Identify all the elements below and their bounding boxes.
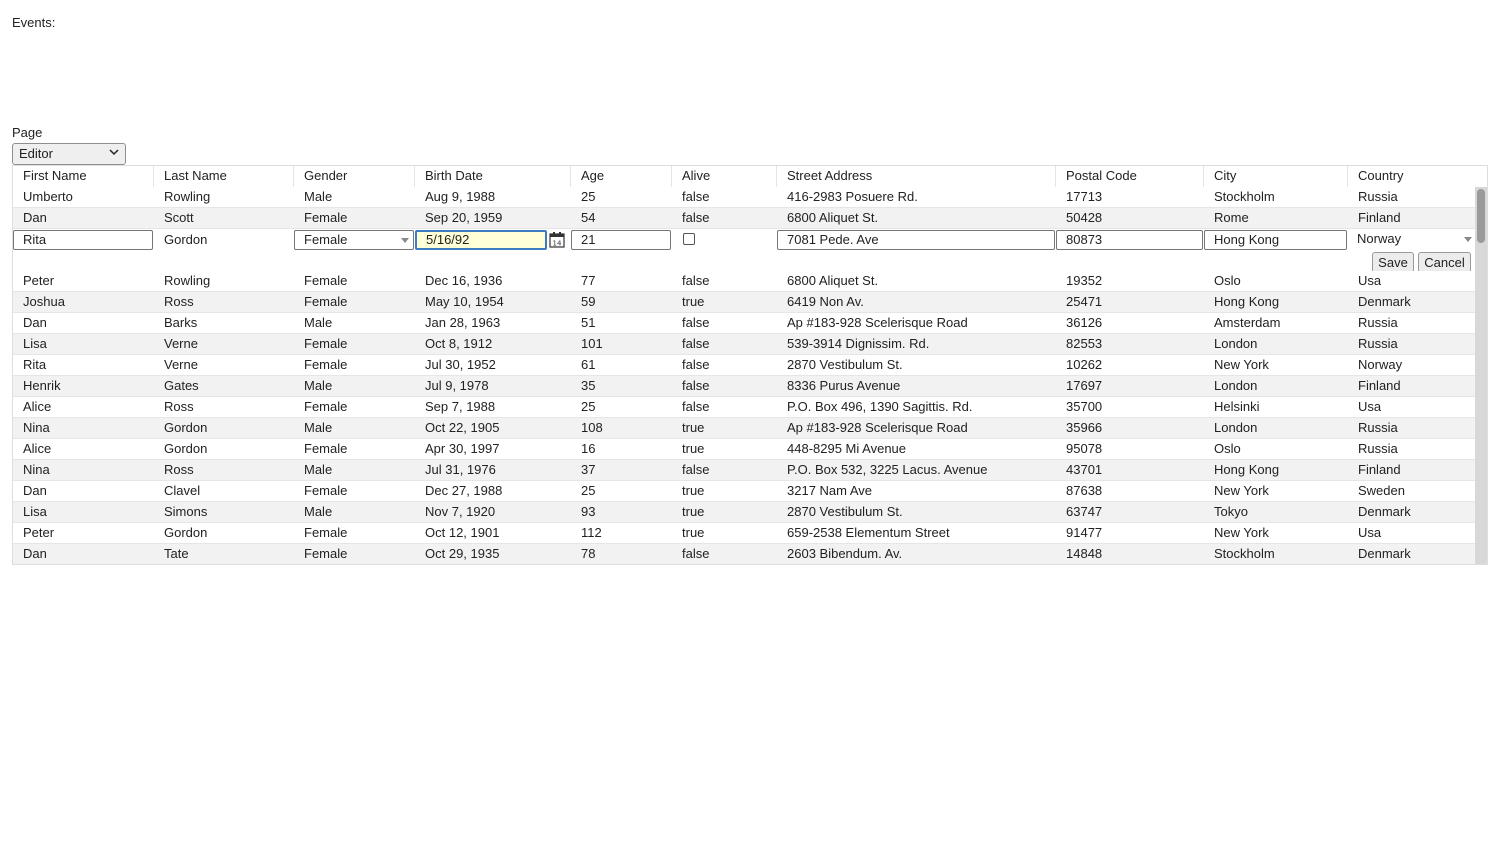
cell-birth-date: Sep 7, 1988 [425, 399, 496, 414]
table-row[interactable] [13, 460, 1476, 481]
column-header-gender[interactable]: Gender [294, 166, 415, 187]
cell-last-name: Gordon [164, 441, 208, 456]
cell-country: Russia [1358, 315, 1398, 330]
cell-country: Norway [1358, 357, 1403, 372]
cell-gender: Female [304, 483, 348, 498]
cell-alive: false [682, 336, 710, 351]
dropdown-arrow-icon [401, 238, 409, 243]
cell-country: Finland [1358, 210, 1401, 225]
cell-last-name: Ross [164, 399, 194, 414]
cell-last-name: Scott [164, 210, 194, 225]
cell-street-address: 6419 Non Av. [787, 294, 864, 309]
cell-last-name: Verne [164, 336, 198, 351]
table-row[interactable] [13, 187, 1476, 208]
cell-age: 37 [581, 462, 596, 477]
cell-alive: false [682, 462, 710, 477]
cell-alive: false [682, 378, 710, 393]
cell-city: New York [1214, 525, 1269, 540]
cell-street-address: 539-3914 Dignissim. Rd. [787, 336, 930, 351]
cell-first-name: Dan [23, 315, 47, 330]
cell-postal-code: 14848 [1066, 546, 1103, 561]
cell-birth-date: Oct 22, 1905 [425, 420, 500, 435]
column-header-country[interactable]: Country [1348, 166, 1476, 187]
last-name-field[interactable]: Gordon [154, 230, 294, 250]
cell-postal-code: 36126 [1066, 315, 1103, 330]
cell-age: 61 [581, 357, 596, 372]
cell-street-address: 6800 Aliquet St. [787, 273, 879, 288]
cell-alive: true [682, 483, 705, 498]
cell-street-address: 8336 Purus Avenue [787, 378, 901, 393]
cell-first-name: Alice [23, 399, 52, 414]
page-label: Page [12, 125, 43, 140]
cell-alive: false [682, 273, 710, 288]
gender-select-value: Female [304, 232, 348, 247]
cell-gender: Female [304, 210, 348, 225]
save-button[interactable]: Save [1372, 252, 1414, 273]
calendar-icon[interactable] [547, 231, 567, 249]
cell-age: 35 [581, 378, 596, 393]
cell-age: 108 [581, 420, 603, 435]
cell-country: Finland [1358, 378, 1401, 393]
column-header-birth-date[interactable]: Birth Date [415, 166, 571, 187]
cell-age: 112 [581, 525, 602, 540]
column-header-last-name[interactable]: Last Name [154, 166, 294, 187]
first-name-input[interactable]: Rita [13, 230, 153, 250]
table-row[interactable] [13, 313, 1476, 334]
cell-country: Denmark [1358, 504, 1411, 519]
editor-row [13, 229, 1476, 277]
cell-birth-date: Sep 20, 1959 [425, 210, 503, 225]
cell-age: 51 [581, 315, 596, 330]
cell-last-name: Rowling [164, 273, 211, 288]
page-select-value: Editor [19, 146, 53, 161]
table-row[interactable] [13, 544, 1476, 565]
table-row[interactable] [13, 523, 1476, 544]
cell-first-name: Umberto [23, 189, 73, 204]
cell-birth-date: Jul 30, 1952 [425, 357, 496, 372]
cell-city: Stockholm [1214, 546, 1275, 561]
table-row[interactable] [13, 418, 1476, 439]
cell-city: Hong Kong [1214, 294, 1280, 309]
cell-country: Denmark [1358, 294, 1411, 309]
cell-alive: false [682, 357, 710, 372]
table-row[interactable] [13, 208, 1476, 229]
cell-birth-date: Apr 30, 1997 [425, 441, 500, 456]
cell-last-name: Tate [164, 546, 189, 561]
cell-postal-code: 25471 [1066, 294, 1103, 309]
cell-postal-code: 43701 [1066, 462, 1103, 477]
cell-age: 77 [581, 273, 596, 288]
dropdown-arrow-icon [1464, 237, 1472, 242]
cell-gender: Female [304, 441, 348, 456]
cell-postal-code: 35966 [1066, 420, 1103, 435]
cell-city: Oslo [1214, 441, 1241, 456]
cell-first-name: Dan [23, 483, 47, 498]
cell-postal-code: 17697 [1066, 378, 1103, 393]
cell-gender: Male [304, 504, 333, 519]
cell-street-address: P.O. Box 496, 1390 Sagittis. Rd. [787, 399, 973, 414]
cell-first-name: Lisa [23, 336, 47, 351]
scroll-corner [1475, 166, 1487, 188]
cell-gender: Female [304, 273, 348, 288]
cell-alive: false [682, 546, 710, 561]
cell-birth-date: Oct 8, 1912 [425, 336, 493, 351]
cell-gender: Female [304, 336, 348, 351]
cell-alive: true [682, 504, 705, 519]
cell-birth-date: Nov 7, 1920 [425, 504, 496, 519]
cell-postal-code: 82553 [1066, 336, 1103, 351]
cell-city: London [1214, 336, 1258, 351]
cell-alive: false [682, 315, 710, 330]
cell-age: 25 [581, 189, 596, 204]
cell-street-address: 416-2983 Posuere Rd. [787, 189, 918, 204]
cell-age: 25 [581, 399, 596, 414]
cell-birth-date: Aug 9, 1988 [425, 189, 496, 204]
cell-age: 25 [581, 483, 596, 498]
cell-last-name: Verne [164, 357, 198, 372]
cell-birth-date: Jul 9, 1978 [425, 378, 489, 393]
cell-country: Usa [1358, 273, 1382, 288]
cell-last-name: Barks [164, 315, 198, 330]
chevron-down-icon [109, 147, 119, 157]
cell-first-name: Peter [23, 525, 55, 540]
cell-gender: Female [304, 525, 348, 540]
cell-postal-code: 87638 [1066, 483, 1103, 498]
cell-postal-code: 95078 [1066, 441, 1103, 456]
cell-street-address: Ap #183-928 Scelerisque Road [787, 315, 968, 330]
alive-checkbox[interactable] [683, 233, 695, 245]
cell-street-address: Ap #183-928 Scelerisque Road [787, 420, 968, 435]
gender-select[interactable] [294, 230, 414, 250]
table-row[interactable] [13, 355, 1476, 376]
cell-city: London [1214, 378, 1258, 393]
cell-street-address: 3217 Nam Ave [787, 483, 873, 498]
grid-header [13, 166, 1477, 188]
cell-last-name: Gordon [164, 525, 208, 540]
cell-gender: Male [304, 378, 333, 393]
cell-last-name: Gates [164, 378, 199, 393]
cell-postal-code: 17713 [1066, 189, 1103, 204]
cell-last-name: Ross [164, 462, 194, 477]
table-row[interactable] [13, 376, 1476, 397]
country-select[interactable] [1348, 230, 1476, 250]
cell-city: New York [1214, 483, 1269, 498]
cell-first-name: Nina [23, 420, 50, 435]
cell-city: New York [1214, 357, 1269, 372]
cancel-button[interactable]: Cancel [1418, 252, 1471, 273]
cell-birth-date: Oct 12, 1901 [425, 525, 500, 540]
cell-alive: false [682, 210, 710, 225]
cell-age: 59 [581, 294, 596, 309]
cell-postal-code: 19352 [1066, 273, 1103, 288]
street-address-input[interactable]: 7081 Pede. Ave [777, 230, 1055, 250]
cell-alive: true [682, 294, 705, 309]
cell-first-name: Rita [23, 357, 47, 372]
cell-country: Finland [1358, 462, 1401, 477]
cell-country: Usa [1358, 399, 1382, 414]
cell-age: 16 [581, 441, 596, 456]
cell-birth-date: Oct 29, 1935 [425, 546, 500, 561]
cell-country: Russia [1358, 189, 1398, 204]
age-input[interactable]: 21 [571, 230, 671, 250]
cell-country: Russia [1358, 441, 1398, 456]
cell-alive: true [682, 441, 705, 456]
cell-age: 101 [581, 336, 603, 351]
cell-city: Helsinki [1214, 399, 1260, 414]
cell-street-address: 659-2538 Elementum Street [787, 525, 950, 540]
cell-country: Usa [1358, 525, 1382, 540]
cell-country: Russia [1358, 336, 1398, 351]
table-row[interactable] [13, 481, 1476, 502]
cell-last-name: Simons [164, 504, 208, 519]
cell-city: Hong Kong [1214, 462, 1280, 477]
cell-first-name: Alice [23, 441, 52, 456]
cell-city: Stockholm [1214, 189, 1275, 204]
cell-age: 54 [581, 210, 596, 225]
cell-alive: true [682, 525, 705, 540]
postal-code-input[interactable]: 80873 [1056, 230, 1203, 250]
cell-postal-code: 91477 [1066, 525, 1103, 540]
cell-city: Rome [1214, 210, 1249, 225]
cell-first-name: Henrik [23, 378, 61, 393]
column-header-street-address[interactable]: Street Address [777, 166, 1056, 187]
cell-city: Oslo [1214, 273, 1241, 288]
cell-postal-code: 35700 [1066, 399, 1103, 414]
calendar-day-text: 14 [552, 239, 562, 248]
cell-first-name: Lisa [23, 504, 47, 519]
table-row[interactable] [13, 334, 1476, 355]
cell-age: 78 [581, 546, 596, 561]
cell-first-name: Dan [23, 210, 47, 225]
cell-gender: Male [304, 189, 333, 204]
cell-alive: false [682, 189, 710, 204]
cell-last-name: Ross [164, 294, 194, 309]
cell-first-name: Peter [23, 273, 55, 288]
cell-gender: Male [304, 315, 333, 330]
cell-alive: true [682, 420, 705, 435]
cell-street-address: 2603 Bibendum. Av. [787, 546, 903, 561]
vertical-scrollbar[interactable] [1475, 187, 1487, 564]
cell-postal-code: 50428 [1066, 210, 1103, 225]
column-header-first-name[interactable]: First Name [13, 166, 154, 187]
cell-street-address: 448-8295 Mi Avenue [787, 441, 907, 456]
cell-street-address: 2870 Vestibulum St. [787, 357, 903, 372]
cell-birth-date: Jul 31, 1976 [425, 462, 496, 477]
cell-country: Russia [1358, 420, 1398, 435]
cell-country: Denmark [1358, 546, 1411, 561]
birth-date-input[interactable]: 5/16/92 [415, 230, 547, 250]
column-header-postal-code[interactable]: Postal Code [1056, 166, 1204, 187]
page-select[interactable] [12, 143, 126, 165]
cell-birth-date: Dec 27, 1988 [425, 483, 503, 498]
column-header-city[interactable]: City [1204, 166, 1348, 187]
table-row[interactable] [13, 502, 1476, 523]
cell-street-address: 2870 Vestibulum St. [787, 504, 903, 519]
city-input[interactable]: Hong Kong [1204, 230, 1347, 250]
scrollbar-thumb[interactable] [1477, 189, 1485, 243]
cell-postal-code: 10262 [1066, 357, 1103, 372]
cell-street-address: 6800 Aliquet St. [787, 210, 879, 225]
cell-alive: false [682, 399, 710, 414]
cell-gender: Female [304, 294, 348, 309]
cell-city: London [1214, 420, 1258, 435]
cell-first-name: Dan [23, 546, 47, 561]
cell-last-name: Rowling [164, 189, 211, 204]
cell-gender: Male [304, 420, 333, 435]
data-grid [12, 165, 1488, 565]
cell-postal-code: 63747 [1066, 504, 1103, 519]
cell-age: 93 [581, 504, 596, 519]
cell-birth-date: Dec 16, 1936 [425, 273, 503, 288]
cell-gender: Female [304, 546, 348, 561]
events-label: Events: [12, 15, 56, 30]
table-row[interactable] [13, 397, 1476, 418]
cell-first-name: Joshua [23, 294, 65, 309]
table-row[interactable] [13, 271, 1476, 292]
cell-first-name: Nina [23, 462, 50, 477]
cell-street-address: P.O. Box 532, 3225 Lacus. Avenue [787, 462, 988, 477]
column-header-alive[interactable]: Alive [672, 166, 777, 187]
cell-birth-date: May 10, 1954 [425, 294, 504, 309]
country-select-value: Norway [1357, 231, 1402, 246]
column-header-age[interactable]: Age [571, 166, 672, 187]
table-row[interactable] [13, 439, 1476, 460]
cell-country: Sweden [1358, 483, 1405, 498]
cell-last-name: Clavel [164, 483, 201, 498]
cell-gender: Female [304, 399, 348, 414]
table-row[interactable] [13, 292, 1476, 313]
cell-birth-date: Jan 28, 1963 [425, 315, 501, 330]
cell-gender: Male [304, 462, 333, 477]
cell-last-name: Gordon [164, 420, 208, 435]
cell-city: Tokyo [1214, 504, 1248, 519]
cell-gender: Female [304, 357, 348, 372]
cell-city: Amsterdam [1214, 315, 1281, 330]
